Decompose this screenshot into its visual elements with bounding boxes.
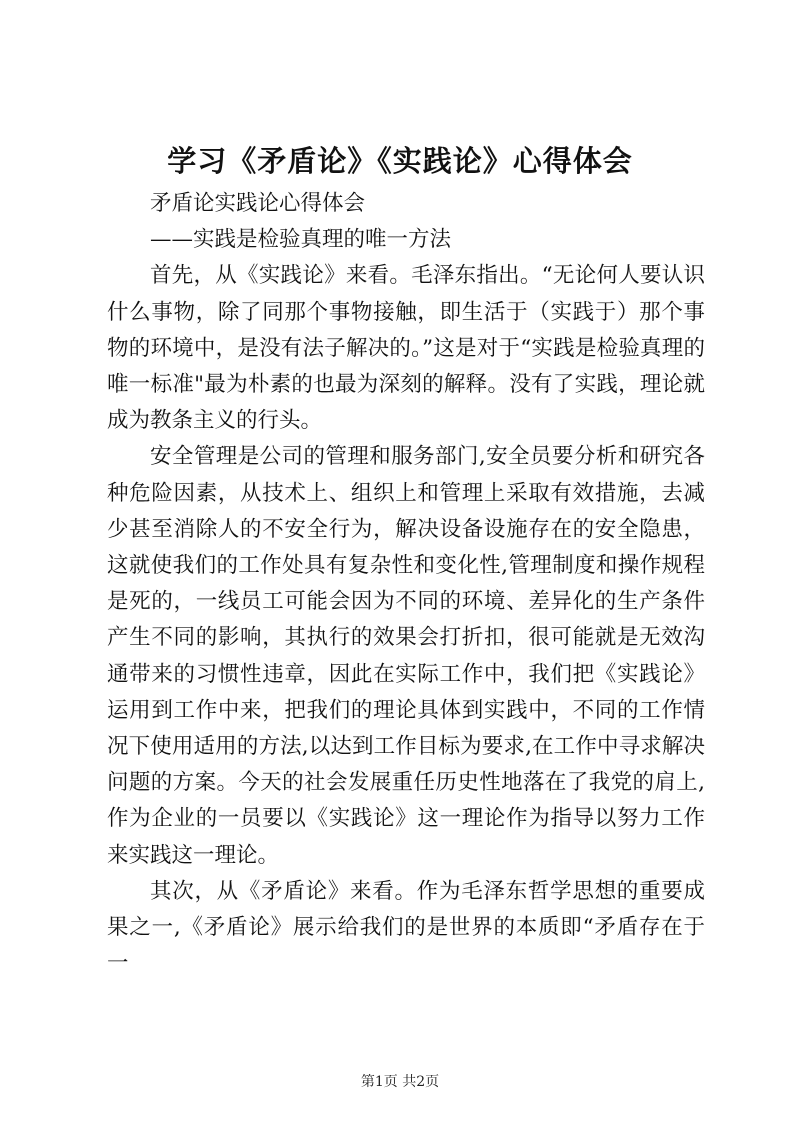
document-title: 学习《矛盾论》《实践论》心得体会 [167, 144, 633, 178]
subtitle-paragraph: 矛盾论实践论心得体会 [150, 191, 366, 216]
body-paragraph-practice: 首先，从《实践论》来看。毛泽东指出。“无论何人要认识什么事物，除了同那个事物接触，即生活于（实践于）那个事物的环境中，是没有法子解决的。”这是对于“实践是检验真理的唯一标准"最为朴素的也最为深刻的解释。没有了实践，理论就成为教条主义的行头。 [107, 263, 705, 434]
subtitle-tagline-paragraph: ——实践是检验真理的唯一方法 [150, 227, 452, 253]
body-paragraph-safety: 安全管理是公司的管理和服务部门,安全员要分析和研究各种危险因素，从技术上、组织上和管理上采取有效措施，去减少甚至消除人的不安全行为，解决设备设施存在的安全隐患，这就使我们的工作处具有复杂性和变化性,管理制度和操作规程是死的，一线员工可能会因为不同的环境、差异化的生产条件产生不同的影响，其执行的效果会打折扣，很可能就是无效沟通带来的习惯性违章，因此在实际工作中，我们把《实践论》运用到工作中来，把我们的理论具体到实践中，不同的工作情况下使用适用的方法,以达到工作目标为要求,在工作中寻求解决问题的方案。今天的社会发展重任历史性地落在了我党的肩上,作为企业的一员要以《实践论》这一理论作为指导以努力工作来实践这一理论。 [107, 444, 705, 868]
page-footer: 第1页 共2页 [360, 1074, 440, 1090]
body-paragraph-contradiction: 其次，从《矛盾论》来看。作为毛泽东哲学思想的重要成果之一,《矛盾论》展示给我们的是世界的本质即“矛盾存在于一 [107, 878, 705, 977]
document-body [107, 186, 705, 982]
